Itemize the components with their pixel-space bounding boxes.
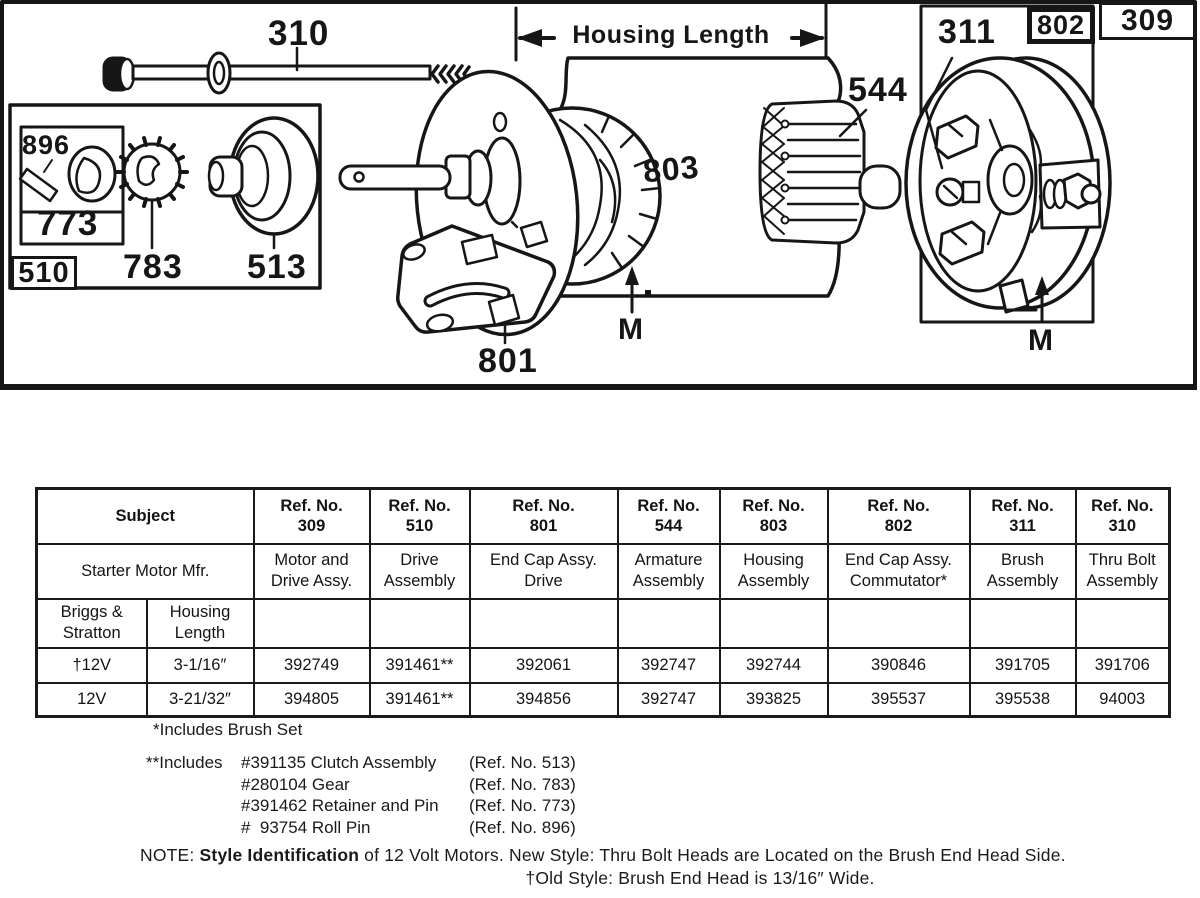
table-header-cell <box>254 489 370 544</box>
part-label-drive-group: 510 <box>11 256 77 290</box>
footnote-ref: (Ref. No. 783) <box>469 774 576 794</box>
part-number-cell: 392749 <box>254 648 370 683</box>
ref-label: Ref. No. <box>388 496 451 515</box>
part-number-cell: 393825 <box>720 683 828 717</box>
footnote-item <box>146 752 576 774</box>
description-cell: End Cap Assy. Commutator* <box>828 544 970 599</box>
parts-table <box>35 487 1171 718</box>
part-number-cell: 395538 <box>970 683 1076 717</box>
table-row <box>37 683 1170 717</box>
ref-number: 801 <box>529 517 558 536</box>
part-number-cell: 94003 <box>1076 683 1170 717</box>
footnote-ref: (Ref. No. 773) <box>469 796 576 815</box>
footnote-item <box>146 795 576 817</box>
footnote-brush-set: *Includes Brush Set <box>153 720 303 739</box>
note-line <box>140 845 1066 866</box>
housing-length-cell: 3-1/16″ <box>147 648 254 683</box>
footnote-spacer <box>146 795 241 817</box>
part-number-cell: 392747 <box>618 683 720 717</box>
part-label-end-cap-commutator: 802 <box>1027 7 1095 44</box>
subheader-cell: Housing Length <box>147 599 254 648</box>
footnote-spacer <box>146 774 241 796</box>
ref-label: Ref. No. <box>1091 496 1154 515</box>
table-header-cell <box>470 489 618 544</box>
description-cell: Motor and Drive Assy. <box>254 544 370 599</box>
part-label-brush: 311 <box>938 13 996 51</box>
part-label-clutch: 513 <box>247 248 307 286</box>
ref-number: 802 <box>884 517 913 536</box>
ref-label: Ref. No. <box>742 496 805 515</box>
table-header-cell <box>1076 489 1170 544</box>
ref-number: 309 <box>297 517 326 536</box>
part-number-cell: 395537 <box>828 683 970 717</box>
part-number-cell: 394856 <box>470 683 618 717</box>
empty-cell <box>618 599 720 648</box>
part-label-roll-pin: 896 <box>22 130 71 160</box>
ref-label: Ref. No. <box>637 496 700 515</box>
model-cell: †12V <box>37 648 147 683</box>
empty-cell <box>970 599 1076 648</box>
description-cell: Armature Assembly <box>618 544 720 599</box>
footnote-part: #280104 Gear <box>241 774 350 794</box>
footnote-part: #391462 Retainer and Pin <box>241 796 439 815</box>
description-cell: End Cap Assy. Drive <box>470 544 618 599</box>
model-cell: 12V <box>37 683 147 717</box>
footnote-ref: (Ref. No. 896) <box>469 817 576 837</box>
ref-label: Ref. No. <box>867 496 930 515</box>
footnotes <box>146 720 576 838</box>
ref-number: 311 <box>1009 517 1036 536</box>
footnote-part: # 93754 Roll Pin <box>241 817 371 837</box>
part-number-cell: 391461** <box>370 683 470 717</box>
housing-length-cell: 3-21/32″ <box>147 683 254 717</box>
footnote-spacer <box>146 817 241 839</box>
empty-cell <box>254 599 370 648</box>
empty-cell <box>370 599 470 648</box>
table-subheader-row <box>37 599 1170 648</box>
part-label-thru-bolt: 310 <box>268 14 330 53</box>
ref-label: Ref. No. <box>280 496 343 515</box>
part-number-cell: 392061 <box>470 648 618 683</box>
part-label-end-cap-drive: 801 <box>478 342 538 380</box>
footnote-item <box>146 817 576 839</box>
table-header-row-ref <box>37 489 1170 544</box>
ref-number: 310 <box>1108 517 1137 536</box>
part-number-cell: 391705 <box>970 648 1076 683</box>
empty-cell <box>720 599 828 648</box>
part-number-cell: 391706 <box>1076 648 1170 683</box>
table-row <box>37 648 1170 683</box>
parts-diagram <box>0 0 1197 392</box>
part-number-cell: 391461** <box>370 648 470 683</box>
part-label-retainer: 773 <box>37 204 99 243</box>
part-number-cell: 392747 <box>618 648 720 683</box>
housing-length-dimension-label: Housing Length <box>572 21 770 49</box>
m-marker-right: M <box>1028 324 1054 357</box>
part-number-cell: 390846 <box>828 648 970 683</box>
note-style-identification: Style Identification <box>199 845 360 865</box>
part-label-housing: 803 <box>641 148 701 190</box>
description-cell: Drive Assembly <box>370 544 470 599</box>
part-label-gear: 783 <box>123 248 183 286</box>
ref-label: Ref. No. <box>512 496 575 515</box>
ref-label: Ref. No. <box>991 496 1054 515</box>
footnote-ref: (Ref. No. 513) <box>469 753 576 772</box>
table-corner-cell: Subject <box>37 489 254 544</box>
description-cell: Brush Assembly <box>970 544 1076 599</box>
m-marker-left: M <box>618 313 644 346</box>
part-number-cell: 392744 <box>720 648 828 683</box>
footnote-part: #391135 Clutch Assembly <box>241 753 437 772</box>
subheader-cell: Briggs & Stratton <box>37 599 147 648</box>
table-header-cell <box>970 489 1076 544</box>
note-prefix: NOTE: <box>140 845 200 865</box>
footnote-includes-label: **Includes <box>146 753 223 772</box>
footnote-item <box>146 774 576 796</box>
table-header-cell <box>720 489 828 544</box>
empty-cell <box>470 599 618 648</box>
ref-number: 544 <box>654 517 683 536</box>
part-number-cell: 394805 <box>254 683 370 717</box>
figure-number-label: 309 <box>1099 2 1196 40</box>
description-cell: Housing Assembly <box>720 544 828 599</box>
table-description-row <box>37 544 1170 599</box>
table-header-cell <box>828 489 970 544</box>
description-cell: Thru Bolt Assembly <box>1076 544 1170 599</box>
note-line-2: †Old Style: Brush End Head is 13/16″ Wide. <box>525 868 875 888</box>
ref-number: 510 <box>405 517 434 536</box>
exploded-view-art <box>0 0 1197 392</box>
part-label-armature: 544 <box>848 71 908 109</box>
empty-cell <box>1076 599 1170 648</box>
ref-number: 803 <box>759 517 788 536</box>
table-header-cell <box>618 489 720 544</box>
note-text: of 12 Volt Motors. New Style: Thru Bolt Heads are Located on the Brush End Head Side. <box>359 845 1066 865</box>
table-header-cell <box>370 489 470 544</box>
table-mfr-cell: Starter Motor Mfr. <box>37 544 254 599</box>
empty-cell <box>828 599 970 648</box>
